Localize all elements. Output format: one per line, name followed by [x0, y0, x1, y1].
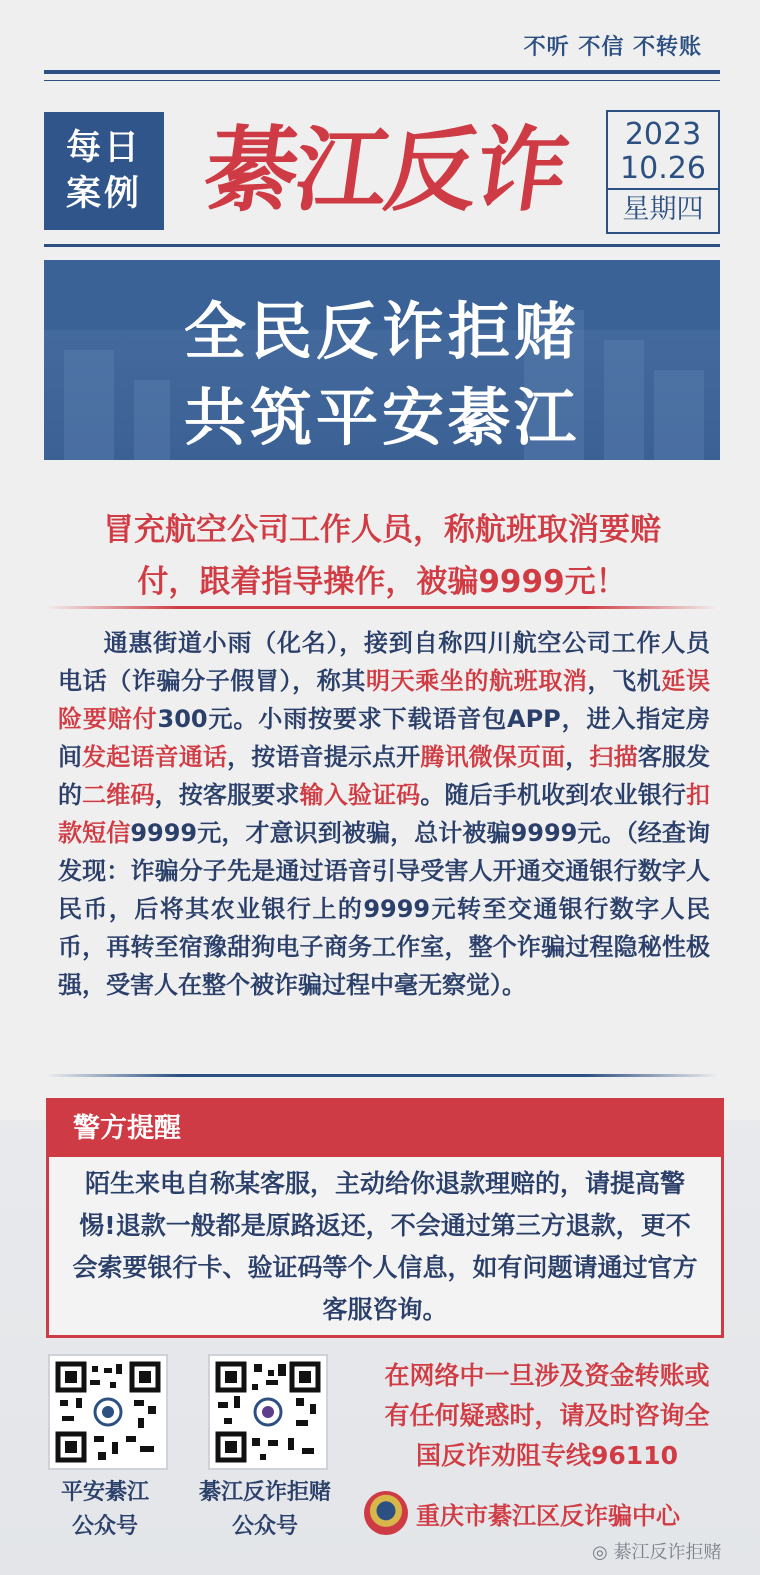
- story-highlight: 扫描: [589, 743, 638, 771]
- daily-case-badge: [44, 112, 164, 230]
- qr-code-pingan[interactable]: [48, 1354, 168, 1470]
- headline-line1: 冒充航空公司工作人员，称航班取消要赔: [103, 512, 661, 548]
- story-text: 通惠街道小雨（化名），接到自称四川航空公司工作人员电话（诈骗分子假冒），称其: [58, 629, 710, 695]
- date-month-day: 10.26: [620, 150, 706, 186]
- qr-code-graphic: [50, 1356, 166, 1468]
- headline-rule: [44, 606, 720, 609]
- story-highlight: 发起语音通话: [82, 743, 228, 771]
- story-text: 客服发的: [58, 743, 711, 809]
- wechat-icon: ◎: [592, 1542, 608, 1563]
- story-text: ，: [565, 743, 590, 771]
- anti-fraud-center: [364, 1488, 724, 1538]
- watermark: [592, 1538, 721, 1564]
- alert-text: 陌生来电自称某客服，主动给你退款理赔的，请提高警惕!退款一般都是原路返还，不会通过第三方退款，更不会索要银行卡、验证码等个人信息，如有问题请通过官方客服咨询。: [72, 1169, 698, 1324]
- story-text: ，飞机: [587, 667, 662, 695]
- daily-line1: 每日: [65, 128, 142, 168]
- story-highlight: 扣款短信: [58, 781, 711, 847]
- story-text: ，按语音提示点开: [227, 743, 421, 771]
- brand-title: 綦江反诈: [198, 116, 574, 224]
- story-highlight: 明天乘坐的航班取消: [366, 667, 588, 695]
- date-weekday: 星期四: [608, 188, 718, 227]
- hotline-notice: 在网络中一旦涉及资金转账或有任何疑惑时，请及时咨询全国反诈劝阻专线96110: [384, 1361, 710, 1470]
- qr-label-line: 公众号: [71, 1514, 138, 1539]
- qr-label-line: 公众号: [231, 1514, 298, 1539]
- top-rule-thin: [44, 80, 720, 81]
- banner-line2: 共筑平安綦江: [183, 381, 580, 454]
- qr-label-pingan: [30, 1476, 180, 1544]
- story-highlight: 二维码: [82, 781, 155, 809]
- top-slogan: 不听 不信 不转账: [523, 35, 702, 60]
- qr-label-antifraud: [190, 1476, 340, 1544]
- qr-code-graphic: [210, 1356, 326, 1468]
- top-rule: [44, 70, 720, 74]
- banner-line1: 全民反诈拒赌: [183, 295, 580, 368]
- story-highlight: 延误险要赔付: [58, 667, 711, 733]
- qr-label-line: 綦江反诈拒赌: [198, 1480, 331, 1505]
- daily-line2: 案例: [65, 174, 142, 214]
- story-text: 9999元，才意识到被骗，总计被骗9999元。（经查询发现：诈骗分子先是通过语音引导受害人开通交通银行数字人民币，后将其农业银行上的9999元转至交通银行数字人民币，再转至宿豫甜狗电子商务工作室，整个诈骗过程隐秘性极强，受害人在整个被诈骗过程中毫无察觉）。: [58, 819, 711, 999]
- headline-line2: 付，跟着指导操作，被骗9999元！: [137, 564, 627, 600]
- case-headline: [44, 504, 720, 608]
- date-year: 2023: [624, 116, 702, 152]
- qr-code-antifraud[interactable]: [208, 1354, 328, 1470]
- center-name: 重庆市綦江区反诈骗中心: [416, 1501, 680, 1530]
- story-rule: [44, 1074, 720, 1077]
- police-alert-box: [46, 1098, 724, 1338]
- alert-title: 警方提醒: [49, 1101, 721, 1157]
- story-text: 。随后手机收到农业银行: [420, 781, 687, 809]
- story-text: ，按客服要求: [154, 781, 300, 809]
- police-badge-icon: [364, 1491, 408, 1535]
- header-rule: [44, 244, 720, 247]
- watermark-text: 綦江反诈拒赌: [613, 1542, 722, 1563]
- slogan-banner: [44, 260, 720, 460]
- story-highlight: 输入验证码: [299, 781, 421, 809]
- story-highlight: 腾讯微保页面: [420, 743, 566, 771]
- qr-label-line: 平安綦江: [60, 1480, 149, 1505]
- story-text: 300元。小雨按要求下载语音包APP，进入指定房间: [58, 705, 711, 771]
- case-story: [58, 624, 710, 1004]
- date-box: [606, 110, 720, 234]
